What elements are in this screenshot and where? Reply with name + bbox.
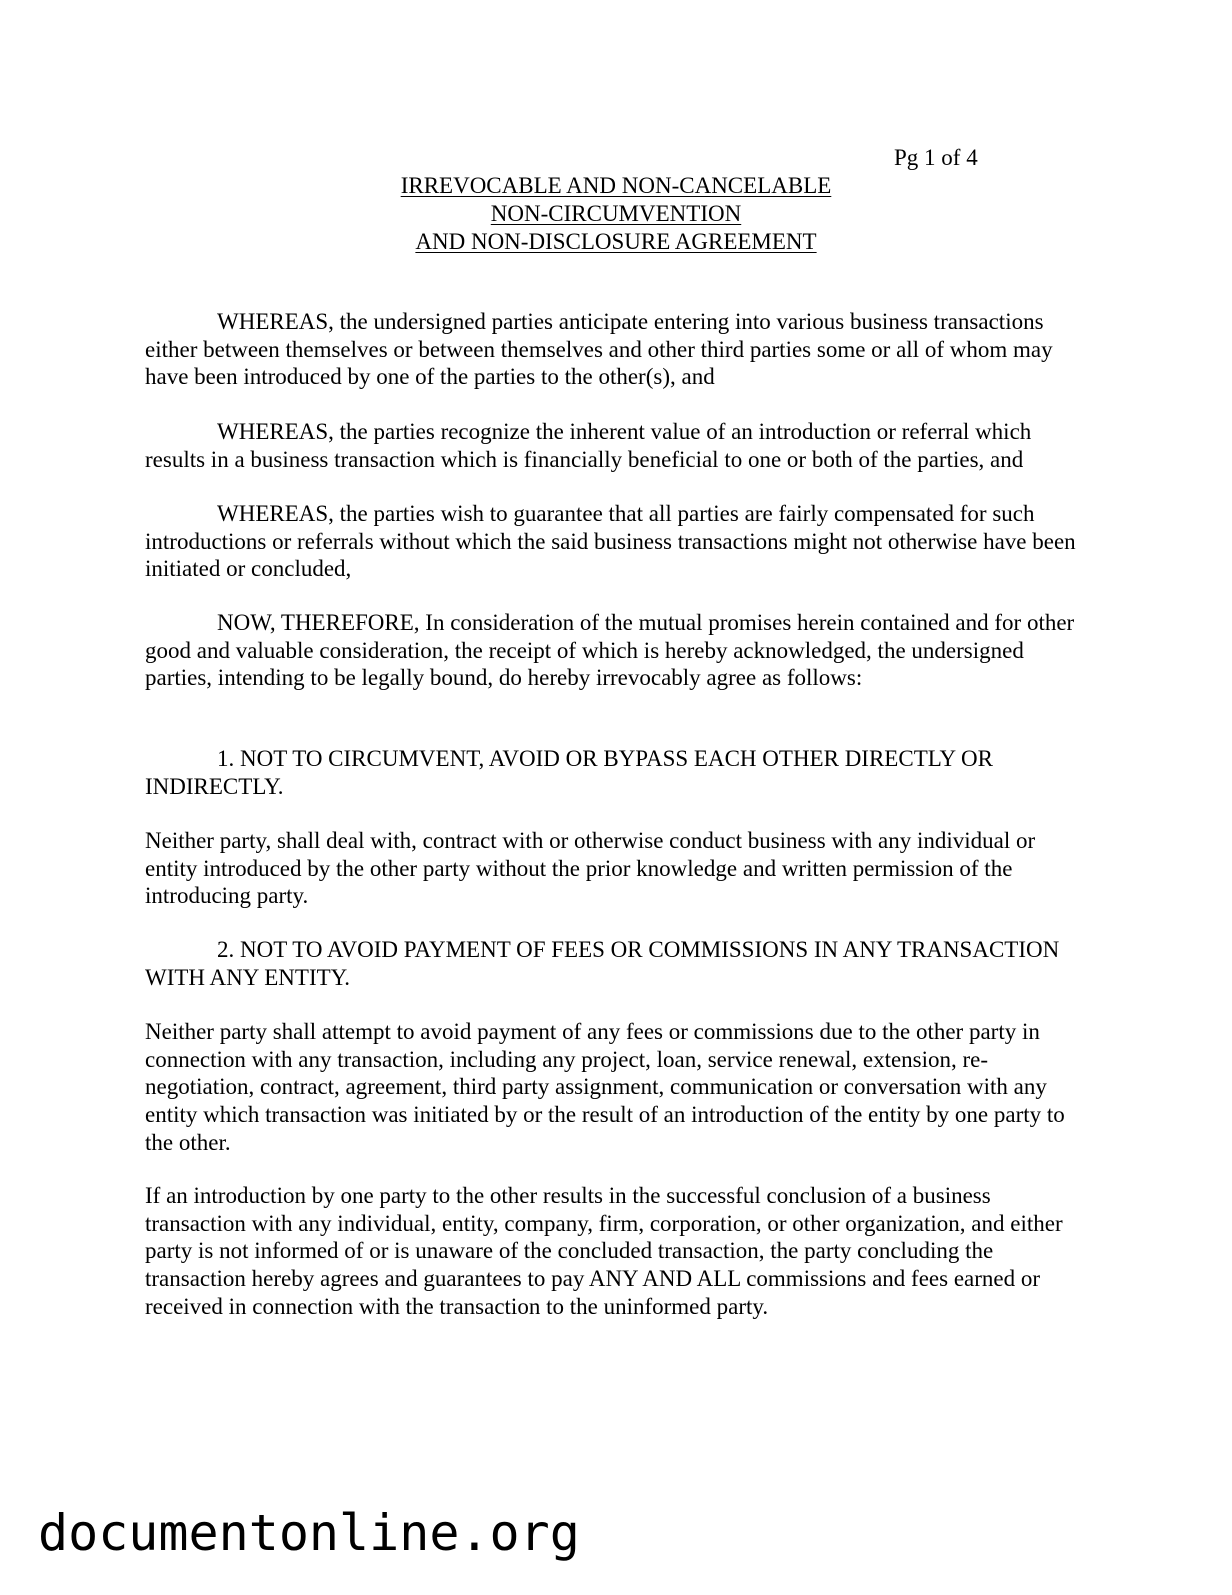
section-2-paragraph-2: If an introduction by one party to the other results in the successful conclusion of a business transaction with any individual, entity, company, firm, corporation, or other organization, and either party is not informed of or is unaware of the concluded transaction, the party concluding the transaction hereby agrees and guarantees to pay ANY AND ALL commissions and fees earned or received in connection with the transaction to the uninformed party.: [145, 1183, 1063, 1319]
watermark-text: documentonline.org: [38, 1504, 580, 1562]
whereas-paragraph-2: WHEREAS, the parties recognize the inherent value of an introduction or referral which results in a business transaction which is financially beneficial to one or both of the parties, and: [145, 419, 1032, 472]
section-1-heading: 1. NOT TO CIRCUMVENT, AVOID OR BYPASS EACH OTHER DIRECTLY OR INDIRECTLY.: [145, 746, 993, 799]
title-line-1: IRREVOCABLE AND NON-CANCELABLE: [400, 173, 832, 198]
section-1-paragraph: Neither party, shall deal with, contract with or otherwise conduct business with any individual or entity introduced by the other party without the prior knowledge and written permission of the introducing party.: [145, 828, 1036, 909]
title-line-3: AND NON-DISCLOSURE AGREEMENT: [415, 229, 817, 254]
now-therefore-paragraph: NOW, THEREFORE, In consideration of the mutual promises herein contained and for other good and valuable consideration, the receipt of which is hereby acknowledged, the undersigned parties, intending to be legally bound, do hereby irrevocably agree as follows:: [145, 610, 1075, 691]
section-2-heading: 2. NOT TO AVOID PAYMENT OF FEES OR COMMISSIONS IN ANY TRANSACTION WITH ANY ENTITY.: [145, 937, 1060, 990]
whereas-paragraph-3: WHEREAS, the parties wish to guarantee that all parties are fairly compensated for such introductions or referrals without which the said business transactions might not otherwise have been initiated or concluded,: [145, 501, 1076, 582]
document-title: [0, 172, 1232, 256]
title-line-2: NON-CIRCUMVENTION: [490, 201, 742, 226]
section-2-paragraph-1: Neither party shall attempt to avoid payment of any fees or commissions due to the other party in connection with any transaction, including any project, loan, service renewal, extension, re-negotiation, contract, agreement, third party assignment, communication or conversation with any entity which transaction was initiated by or the result of an introduction of the entity by one party to the other.: [145, 1019, 1065, 1155]
whereas-paragraph-1: WHEREAS, the undersigned parties anticipate entering into various business transactions either between themselves or between themselves and other third parties some or all of whom may have been introduced by one of the parties to the other(s), and: [145, 309, 1053, 390]
page-number: Pg 1 of 4: [894, 145, 978, 170]
